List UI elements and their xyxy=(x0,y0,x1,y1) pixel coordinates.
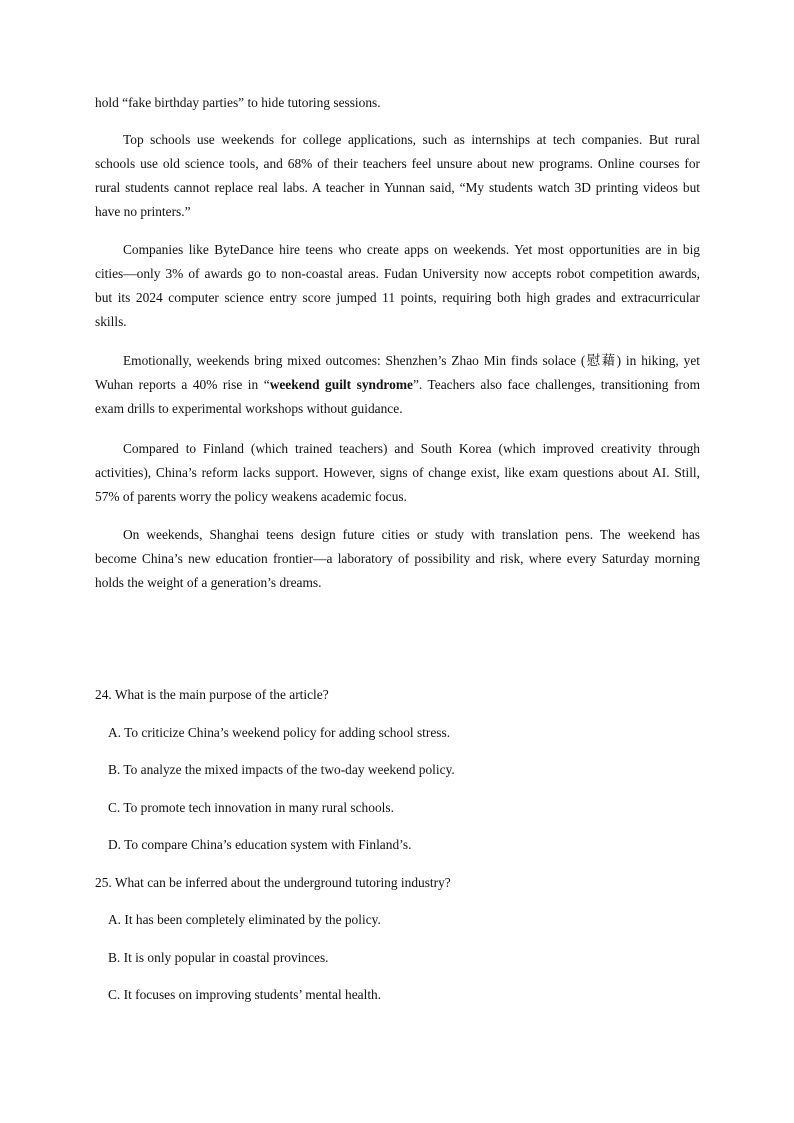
paragraph-rural-schools xyxy=(95,128,700,224)
text-line: skills. xyxy=(95,314,127,329)
text-fragment: Wuhan reports a 40% rise in “ xyxy=(95,377,270,392)
text-line: Companies like ByteDance hire teens who create apps on weekends. Yet most opportunities are in big xyxy=(123,242,700,257)
text-line: cities—only 3% of awards go to non-coastal areas. Fudan University now accepts robot competition awards, xyxy=(95,266,700,281)
text-line: holds the weight of a generation’s dreams. xyxy=(95,575,322,590)
question-24-option-c: C. To promote tech innovation in many rural schools. xyxy=(108,800,394,815)
question-24-option-b: B. To analyze the mixed impacts of the two-day weekend policy. xyxy=(108,762,455,777)
text-line: rural students cannot replace real labs. A teacher in Yunnan said, “My students watch 3D printing videos but xyxy=(95,180,700,195)
text-line: exam drills to experimental workshops without guidance. xyxy=(95,401,403,416)
text-line: Top schools use weekends for college applications, such as internships at tech companies. But rural xyxy=(123,132,700,147)
text-line: On weekends, Shanghai teens design future cities or study with translation pens. The weekend has xyxy=(123,527,700,542)
text-fragment: ”. Teachers also face challenges, transitioning from xyxy=(412,377,700,392)
text-line: schools use old science tools, and 68% of their teachers feel unsure about new programs. Online courses for xyxy=(95,156,700,171)
text-line: activities), China’s reform lacks support. However, signs of change exist, like exam questions about AI. Still, xyxy=(95,465,700,480)
question-24-option-d: D. To compare China’s education system with Finland’s. xyxy=(108,837,412,852)
text-line: Compared to Finland (which trained teachers) and South Korea (which improved creativity through xyxy=(123,441,700,456)
question-stem-24: 24. What is the main purpose of the article? xyxy=(95,687,329,702)
paragraph-continuation xyxy=(95,91,700,115)
text-line-with-bold xyxy=(95,373,700,397)
question-stem-25: 25. What can be inferred about the underground tutoring industry? xyxy=(95,875,451,890)
question-24-option-a: A. To criticize China’s weekend policy for adding school stress. xyxy=(108,725,451,740)
paragraph-companies xyxy=(95,238,700,334)
text-line: 57% of parents worry the policy weakens academic focus. xyxy=(95,489,407,504)
bold-term: weekend guilt syndrome xyxy=(269,377,413,392)
text-line: have no printers.” xyxy=(95,204,191,219)
text-line: become China’s new education frontier—a laboratory of possibility and risk, where every Saturday morning xyxy=(95,551,700,566)
question-25-option-c: C. It focuses on improving students’ mental health. xyxy=(108,987,382,1002)
text-line: hold “fake birthday parties” to hide tutoring sessions. xyxy=(95,95,381,110)
text-line: Emotionally, weekends bring mixed outcomes: Shenzhen’s Zhao Min finds solace (慰藉) in hiking, yet xyxy=(123,353,700,368)
question-25-option-b: B. It is only popular in coastal provinces. xyxy=(108,950,329,965)
paragraph-conclusion xyxy=(95,523,700,595)
question-25-option-a: A. It has been completely eliminated by the policy. xyxy=(108,912,381,927)
paragraph-emotionally xyxy=(95,349,700,421)
paragraph-comparison xyxy=(95,437,700,509)
text-line: but its 2024 computer science entry score jumped 11 points, requiring both high grades and extracurricular xyxy=(95,290,700,305)
